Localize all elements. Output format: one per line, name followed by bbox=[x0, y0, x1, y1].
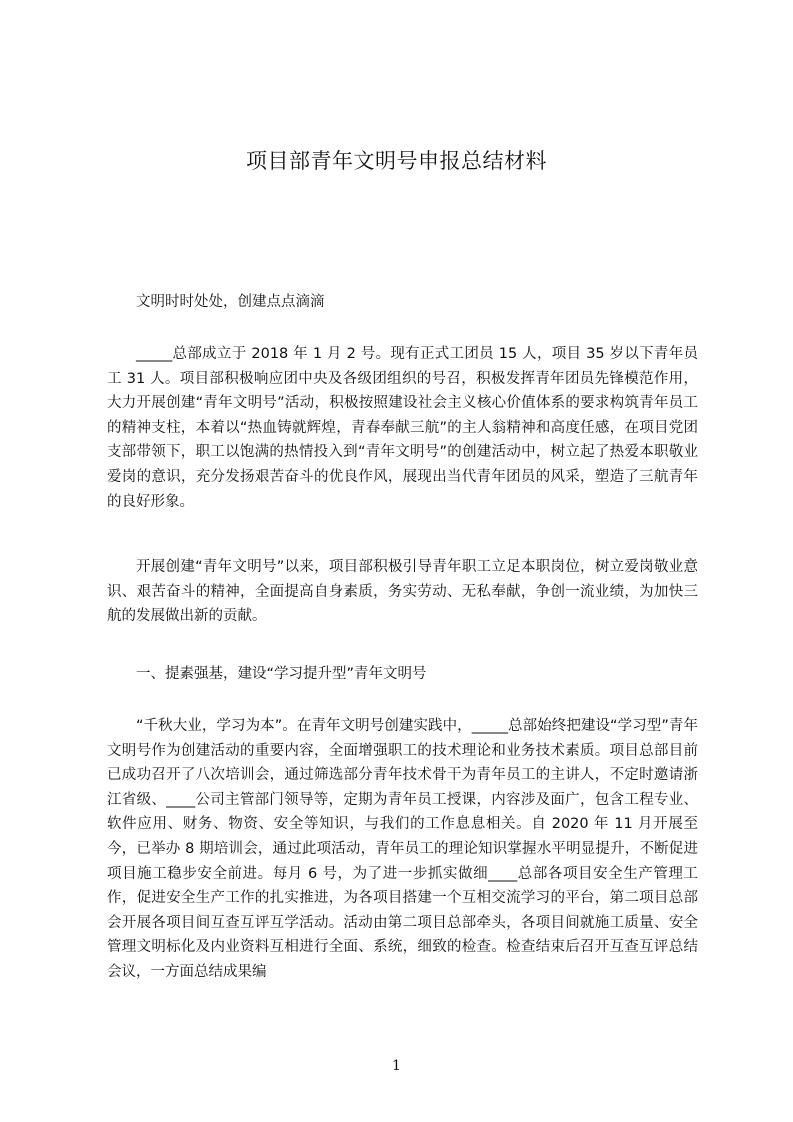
paragraph-overview: 开展创建“青年文明号”以来，项目部积极引导青年职工立足本职岗位，树立爱岗敬业意识、艰苦奋斗的精神，全面提高自身素质，务实劳动、无私奉献，争创一流业绩，为加快三航的发展做出新的贡献。 bbox=[107, 559, 698, 625]
document-subtitle: 文明时时处处，创建点点滴滴 bbox=[136, 294, 325, 310]
document-title: 项目部青年文明号申报总结材料 bbox=[246, 149, 547, 173]
section-heading-1: 一、提素强基，建设“学习提升型”青年文明号 bbox=[136, 666, 427, 682]
paragraph-intro: _____总部成立于 2018 年 1 月 2 号。现有正式工团员 15 人，项目 35 岁以下青年员工 31 人。项目部积极响应团中央及各级团组织的号召，积极发挥青年团员先锋模范作用，大力开展创建“青年文明号”活动，积极按照建设社会主义核心价值体系的要求构筑青年员工的精神支柱，本着以“热血铸就辉煌，青春奉献三航”的主人翁精神和高度任感，在项目党团支部带领下，职工以饱满的热情投入到“青年文明号”的创建活动中，树立起了热爱本职敬业爱岗的意识，充分发扬艰苦奋斗的优良作风，展现出当代青年团员的风采，塑造了三航青年的良好形象。 bbox=[107, 346, 698, 510]
paragraph-section-1: “千秋大业，学习为本”。在青年文明号创建实践中，_____总部始终把建设“学习型”青年文明号作为创建活动的重要内容，全面增强职工的技术理论和业务技术素质。项目总部目前已成功召开了八次培训会，通过筛选部分青年技术骨干为青年员工的主讲人，不定时邀请浙江省级、____公司主管部门领导等，定期为青年员工授课，内容涉及面广，包含工程专业、软件应用、财务、物资、安全等知识，与我们的工作息息相关。自 2020 年 11 月开展至今，已举办 8 期培训会，通过此项活动，青年员工的理论知识掌握水平明显提升，不断促进项目施工稳步安全前进。每月 6 号，为了进一步抓实做细____总部各项目安全生产管理工作，促进安全生产工作的扎实推进，为各项目搭建一个互相交流学习的平台，第二项目总部会开展各项目间互查互评互学活动。活动由第二项目总部牵头，各项目间就施工质量、安全管理文明标化及内业资料互相进行全面、系统，细致的检查。检查结束后召开互查互评总结会议，一方面总结成果编 bbox=[107, 718, 698, 980]
page-number: 1 bbox=[392, 1058, 401, 1074]
